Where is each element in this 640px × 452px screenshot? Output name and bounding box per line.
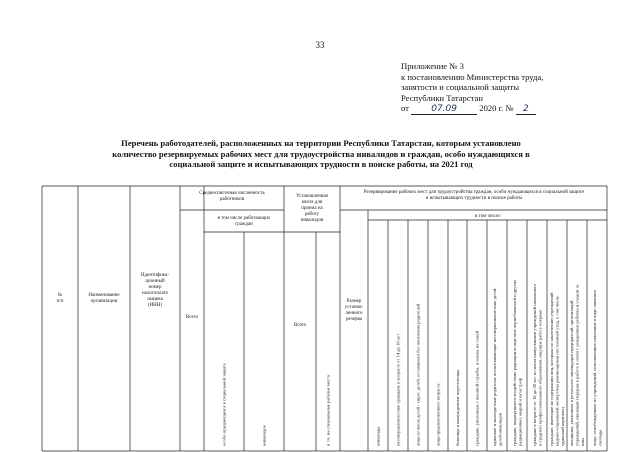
- col-inn-header: Идентифика-ционный номер налогоплате льщика (ИНН): [140, 273, 170, 308]
- sub-needy-header: особо нуждающихся в социальной защите: [221, 363, 227, 446]
- col-org-header: Наименование организации: [88, 293, 120, 304]
- category-header-8: граждане, подвергшиеся воздействию радиации вследствие чернобыльской и другихрадиационных аварий и катастроф: [511, 279, 523, 446]
- reserve-size-header: Размер установ-ленного резерва: [344, 299, 364, 322]
- quota-header: Установленная квота для приема на работу инвалидов: [296, 194, 328, 223]
- category-header-10: граждане, имеющие на содержании лиц, которым по заключению учреждениймедико-социальной экспертизы рекомендован постоянный уход, в том числеодинокий кормилец: [549, 292, 566, 446]
- title-line-2: количество резервируемых рабочих мест для трудоустройства инвалидов и граждан, особо нуждающихся в: [112, 148, 530, 159]
- col-total-header: Всего: [185, 315, 199, 320]
- category-header-11: женщины, уволенные в результате ликвидации предприятий, организаций,учреждений, имеющие перерыв в работе в связи с рождением ребенка и уходом заним: [569, 284, 586, 446]
- title-line-3: социальной защите и испытывающих трудности в поиске работы, на 2021 год: [169, 159, 473, 170]
- appendix-line-2: занятости и социальной защиты: [401, 82, 519, 93]
- category-header-3: лица из числа детей - сирот, детей, оставшихся без попечения родителей: [415, 303, 421, 446]
- category-header-4: лица предпенсионного возраста: [435, 383, 441, 446]
- year-text: 2020 г. №: [479, 103, 514, 114]
- incl-categories-header: в том числе:: [474, 214, 502, 219]
- quota-special-header: в т.ч. на специальные рабочие места: [325, 374, 331, 446]
- page-number: 33: [315, 40, 325, 50]
- appendix-line-3: Республики Татарстан: [401, 92, 483, 103]
- handwritten-number: 2: [516, 105, 536, 115]
- category-header-9: граждане в возрасте от 18 до 20 лет из числа выпускников учреждений начальногои среднего профессионального образования, ищущие работу впервые: [531, 283, 543, 446]
- category-header-1: инвалиды: [375, 426, 381, 446]
- category-header-7: одинокие и многодетные родители, воспитывающие несовершеннолетних детей,детей-инвалидов: [491, 287, 503, 446]
- category-header-12: лица, освобожденные из учреждений, исполняющих наказание в виде лишениясвободы: [591, 290, 603, 446]
- avg-headcount-header: Среднесписочная численность работников: [199, 191, 265, 202]
- category-header-2: несовершеннолетние граждане в возрасте от 14 до 18 лет: [395, 333, 401, 446]
- reserved-header: Резервирование рабочих мест для трудоустройства граждан, особо нуждающихся в социальной защите и испытывающих трудности в поиске работы: [363, 190, 585, 201]
- sub-disabled-header: инвалидов: [261, 425, 267, 446]
- title-line-1: Перечень работодателей, расположенных на территории Республики Татарстан, которым установлено: [121, 138, 521, 148]
- incl-workers-header: в том числе работающих граждан: [217, 216, 271, 227]
- quota-total-header: Всего: [293, 323, 307, 328]
- category-header-6: граждане, уволенные с военной службы, и члены их семей: [474, 330, 480, 446]
- category-header-5: беженцы и вынужденные переселенцы: [455, 369, 461, 446]
- date-prefix: от: [401, 103, 409, 114]
- handwritten-date: 07.09: [411, 105, 477, 115]
- appendix-title: Приложение № 3: [401, 61, 464, 71]
- appendix-line-1: к постановлению Министерства труда,: [401, 71, 544, 82]
- col-number-header: № п/п: [56, 293, 64, 304]
